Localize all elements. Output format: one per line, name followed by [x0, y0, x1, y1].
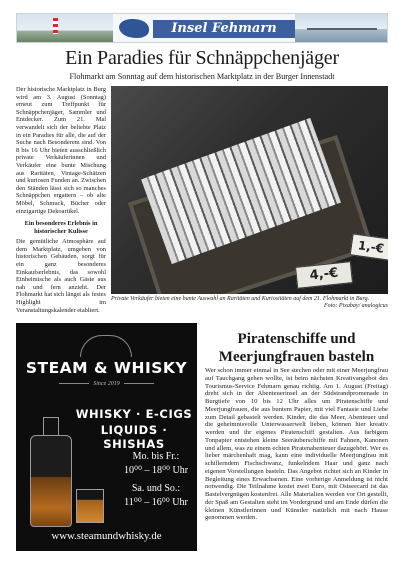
article-subheadline: Flohmarkt am Sonntag auf dem historischen Marktplatz in der Burger Innenstadt — [69, 72, 335, 81]
bridge-icon — [307, 28, 377, 32]
lighthouse-icon — [53, 18, 58, 34]
ad-since: Since 2019 — [16, 381, 197, 387]
ad-website-link[interactable]: www.steamundwhisky.de — [51, 530, 162, 542]
whisky-bottle-icon — [30, 435, 72, 527]
ad-products-line: LIQUIDS · SHISHAS — [100, 423, 168, 451]
article-headline: Ein Paradies für Schnäppchenjäger — [65, 47, 339, 69]
photo-credit: Foto: Pixabay/ analogicus — [324, 303, 388, 309]
banner-title: Insel Fehmarn — [171, 21, 277, 36]
article-body-column — [16, 86, 106, 317]
opening-days: Mo. bis Fr.: — [132, 451, 180, 462]
article2-body: Wer schon immer einmal in See stechen oder mit einer Meerjungfrau auf Tauchgang gehen wollte, ist beim nächsten Kreativangebot des Tourismus-Service Fehmarn genau richtig. Am 1. August (Freitag) dreht sich in der Abenteuerinsel an der Südstrandpromenade in Burgtiefe von 10 bis 12 Uhr alles um Piratenschiffe und Meerjungfrauen, die aus buntem Papier, mit viel Fantasie und Liebe zum Detail gebastelt werden. Kinder, die das Meer, Abenteuer und die geheimnisvolle Unterwasserwelt lieben, können hier kreativ werden und ihr eigenes Piratenschiff gestalten. Aus farbigem Tonpapier entstehen kleine Seeräuberschiffe mit Fahnen, Kanonen und allem, was zu einem echten Piratenabenteuer dazugehört. Wer es lieber märchenhaft mag, kann eine individuelle Meerjungfrau mit schillerndem Fischschwanz, funkelndem Haar und ganz nach eigenen Vorstellungen basteln. Das Angebot richtet sich an Kinder in Begleitung eines Erwachsenen. Eine vorherige Anmeldung ist nicht notwendig. Die Teilnahme kostet zwei Euro, mit Ostseecard ist das Bastelvergnügen kostenfrei. Alle Materialien werden vor Ort gestellt, der Spaß am Gestalten steht im Vordergrund und am Ende dürfen die kleinen Künstlerinnen und Künstler natürlich mit nach Hause genommen werden. — [205, 367, 388, 522]
flea-market-photo — [111, 86, 388, 294]
price-tag: 1,-€ — [350, 233, 388, 260]
whisky-glass-icon — [76, 489, 104, 523]
opening-hours: 10⁰⁰ – 18⁰⁰ Uhr — [123, 465, 189, 476]
photo-caption: Private Verkäufer bieten eine bunte Auswahl an Raritäten und Kuriositäten auf dem 21. Flohmarkt in Burg. — [111, 296, 370, 302]
island-map-icon — [119, 19, 149, 38]
ornament-icon — [80, 335, 132, 357]
price-tag: 4,-€ — [295, 261, 353, 289]
opening-hours: 11⁰⁰ – 16⁰⁰ Uhr — [124, 497, 188, 508]
ad-products-line: WHISKY · E-CIGS — [75, 407, 193, 421]
article2-headline: Piratenschiffe und Meerjungfrauen basteln — [218, 331, 375, 365]
steam-whisky-advertisement[interactable] — [16, 323, 197, 551]
whisky-bottle-neck — [43, 417, 59, 435]
opening-days: Sa. und So.: — [131, 483, 181, 494]
ad-brand: STEAM & WHISKY — [25, 359, 188, 377]
article-paragraph: Die gemütliche Atmosphäre auf dem Marktplatz, umgeben von historischen Gebäuden, sorgt für ein ganz besonderes Einkaufserlebnis, das sowohl Einheimische als auch Gäste aus nah und fern anzieht. Der Flohmarkt hat sich längst als festes Highlight im Veranstaltungskalender etabliert. — [16, 238, 106, 314]
lighthouse-photo — [17, 14, 113, 43]
header-banner — [16, 13, 388, 43]
article-paragraph: Der historische Marktplatz in Burg wird am 3. August (Sonntag) erneut zum Treffpunkt für Schnäppchenjäger, Sammler und Entdecker. Zum 21. Mal verwandelt sich der beliebte Platz in ein Paradies für alle, die auf der Suche nach Besonderem sind. Von 8 bis 16 Uhr bieten ausschließlich private Verkäuferinnen und Verkäufer eine bunte Mischung aus Raritäten, Vintage-Schätzen und kuriosen Funden an. Zwischen den Ständen lässt sich so manches Schnäppchen ergattern – ob alte Möbel, Schmuck, Bücher oder einzigartige Dekoartikel. — [16, 86, 106, 215]
article-subtitle: Ein besonderes Erlebnis in historischer Kulisse — [24, 220, 98, 235]
